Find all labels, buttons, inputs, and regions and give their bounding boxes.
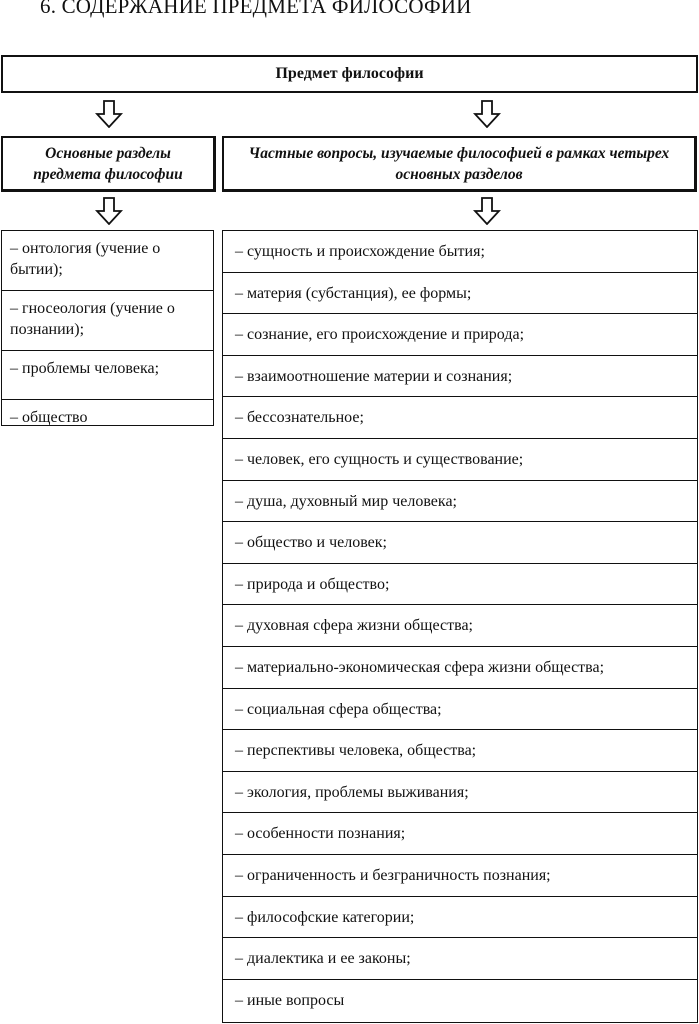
question-item: – природа и общество; — [223, 564, 697, 606]
question-item: – бессознательное; — [223, 397, 697, 439]
question-item: – экология, проблемы выживания; — [223, 772, 697, 814]
main-sections-label: Основные разделы предмета философии — [33, 144, 183, 183]
particular-questions-label: Частные вопросы, изучаемые философией в рамках четырех основных разделов — [248, 144, 670, 183]
question-item: – ограниченность и безграничность познания; — [223, 855, 697, 897]
page-title: 6. СОДЕРЖАНИЕ ПРЕДМЕТА ФИЛОСОФИИ — [40, 0, 472, 18]
section-item: – проблемы человека; — [2, 351, 213, 400]
question-item: – иные вопросы — [235, 991, 345, 1009]
question-item: – человек, его сущность и существование; — [223, 439, 697, 481]
question-item: – сущность и происхождение бытия; — [223, 231, 697, 273]
question-item: – взаимоотношение материи и сознания; — [223, 356, 697, 398]
question-item: – диалектика и ее законы; — [223, 938, 697, 980]
questions-list — [222, 230, 698, 1023]
sections-list — [1, 230, 214, 426]
main-sections-box — [1, 136, 216, 192]
down-arrow-icon — [473, 197, 501, 225]
question-item: – философские категории; — [223, 897, 697, 939]
down-arrow-icon — [95, 197, 123, 225]
down-arrow-icon — [473, 100, 501, 128]
down-arrow-icon — [95, 100, 123, 128]
question-item: – духовная сфера жизни общества; — [223, 605, 697, 647]
question-item: – общество и человек; — [223, 522, 697, 564]
question-item: – социальная сфера общества; — [223, 689, 697, 731]
question-item: – материально-экономическая сфера жизни общества; — [223, 647, 697, 689]
question-item: – душа, духовный мир человека; — [223, 481, 697, 523]
section-item: – общество — [10, 409, 88, 426]
particular-questions-box — [222, 136, 697, 192]
question-item: – перспективы человека, общества; — [223, 730, 697, 772]
subject-box — [1, 55, 698, 93]
section-item: – онтология (учение о бытии); — [2, 231, 213, 291]
question-item: – сознание, его происхождение и природа; — [223, 314, 697, 356]
question-item: – особенности познания; — [223, 813, 697, 855]
question-item: – материя (субстанция), ее формы; — [223, 273, 697, 315]
section-item: – гносеология (учение о познании); — [2, 291, 213, 351]
subject-label: Предмет философии — [275, 65, 424, 82]
